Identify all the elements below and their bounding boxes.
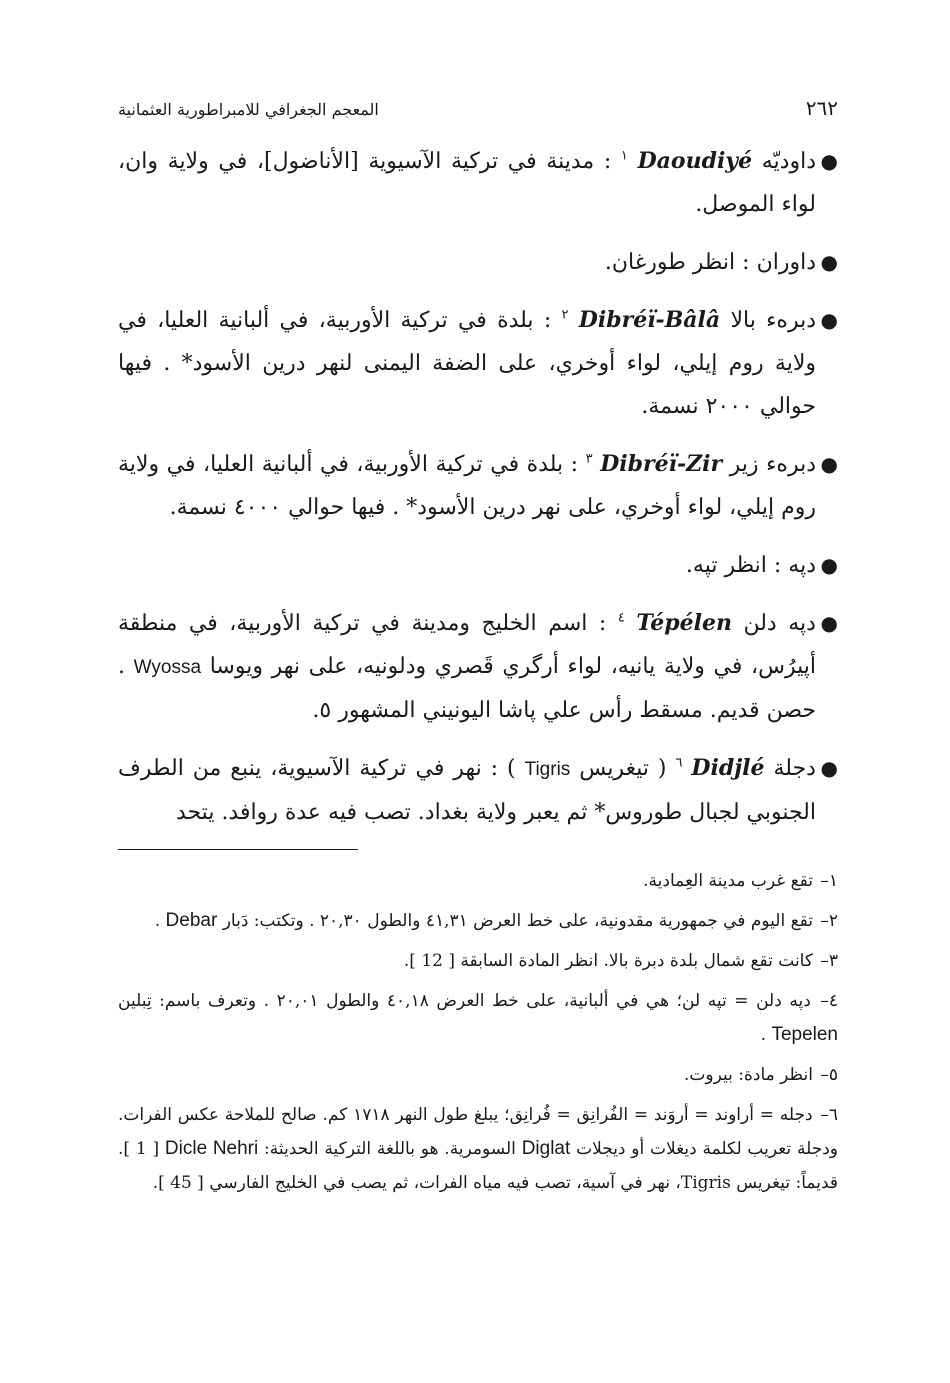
entry-text: : بلدة في تركية الأوربية، في ألبانية العليا، في ولاية روم إيلي، لواء أوخري، على الضفة اليمنى لنهر درين الأسود* . فيها حوالي ٢٠٠٠ نسمة.	[118, 308, 816, 419]
entry-latin: Dibréï-Zir	[600, 451, 723, 477]
entry-text: : انظر طورغان.	[604, 250, 750, 275]
entry-latin-tigris: Tigris	[524, 759, 571, 780]
entry-daoudiye	[118, 140, 838, 226]
entry-name: دجلة	[773, 756, 816, 781]
entry-davaran	[118, 241, 838, 284]
entry-text: ( تيغريس	[579, 756, 667, 781]
running-title: المعجم الجغرافي للامبراطورية العثمانية	[118, 100, 379, 119]
footnote-number: ٣–	[820, 951, 838, 971]
entry-latin: Dibréï-Bâlâ	[578, 307, 721, 333]
entry-text-cont: ) : نهر في تركية الآسيوية، ينبع من الطرف الجنوبي لجبال طوروس* ثم يعبر ولاية بغداد. تصب فيه عدة روافد. يتحد	[118, 756, 816, 825]
footnote-text-end: .	[154, 911, 161, 931]
entry-dibrei-zir	[118, 443, 838, 529]
footnote-ref: ٢	[561, 307, 569, 323]
footnote-text-end: .	[760, 1025, 767, 1045]
footnotes	[118, 864, 838, 1200]
footnote-text: دپه دلن = تپه لن؛ هي في ألبانية، على خط العرض ٤٠,١٨ والطول ٢٠,٠١ . وتعرف باسم: تِبلين	[118, 991, 811, 1011]
footnote-3	[118, 944, 838, 978]
footnote-5	[118, 1058, 838, 1092]
bullet-icon: ●	[820, 756, 838, 780]
entry-text: : اسم الخليج ومدينة في تركية الأوربية، في منطقة أپيرُس، في ولاية يانيه، لواء أرگري قَصري ودلونيه، على نهر ويوسا	[118, 611, 816, 679]
entry-name: دپه دلن	[743, 611, 816, 636]
entry-name: دبرهء زير	[729, 452, 817, 477]
entry-latin: Didjlé	[691, 755, 765, 781]
footnote-text-mid: السومرية. هو باللغة التركية الحديثة:	[264, 1139, 516, 1159]
footnote-2	[118, 904, 838, 938]
footnote-ref: ١	[620, 148, 628, 164]
footnote-number: ٥–	[820, 1065, 838, 1085]
bullet-icon: ●	[820, 611, 838, 635]
bullet-icon: ●	[820, 250, 838, 274]
entry-latin-river: Wyossa	[133, 657, 202, 678]
footnote-number: ٢–	[820, 911, 838, 931]
footnote-ref: ٤	[617, 610, 625, 626]
footnote-number: ١–	[820, 871, 838, 891]
dictionary-entries	[118, 140, 838, 834]
footnote-ref: ٦	[675, 755, 683, 771]
entry-latin: Daoudiyé	[637, 148, 753, 174]
entry-didjle	[118, 747, 838, 834]
entry-text: : انظر تپه.	[685, 553, 782, 578]
footnote-ref: ٣	[585, 451, 593, 467]
bullet-icon: ●	[820, 553, 838, 577]
entry-text: : بلدة في تركية الأوربية، في ألبانية العليا، في ولاية روم إيلي، لواء أوخري، على نهر درين الأسود* . فيها حوالي ٤٠٠٠ نسمة.	[118, 452, 816, 520]
footnote-6	[118, 1098, 838, 1200]
footnote-latin: Tepelen	[771, 1024, 838, 1045]
entry-dibrei-bala	[118, 299, 838, 428]
footnote-divider	[118, 849, 358, 850]
footnote-text: تقع غرب مدينة العِمادية.	[643, 871, 813, 891]
entry-name: داوران	[756, 250, 816, 275]
entry-depe	[118, 544, 838, 587]
bullet-icon: ●	[820, 452, 838, 476]
footnote-number: ٤–	[820, 991, 839, 1011]
footnote-text: انظر مادة: بيروت.	[684, 1065, 813, 1085]
entry-name: دبرهء بالا	[730, 308, 817, 333]
footnote-text-end: [ 1 ]. قديماً: تيغريس Tigris، نهر في آسية، تصب فيه مياه الفرات، ثم يصب في الخليج الفارسي [ 45 ].	[118, 1139, 838, 1193]
entry-text-cont: . حصن قديم. مسقط رأس علي پاشا اليونيني المشهور ٥.	[118, 654, 816, 723]
footnote-latin: Diglat	[521, 1138, 571, 1159]
bullet-icon: ●	[820, 308, 838, 332]
footnote-4	[118, 984, 838, 1052]
entry-text: : مدينة في تركية الآسيوية [الأناضول]، في ولاية وان، لواء الموصل.	[118, 149, 816, 217]
page-number: ٢٦٢	[805, 96, 838, 120]
footnote-text: تقع اليوم في جمهورية مقدونية، على خط العرض ٤١,٣١ والطول ٢٠,٣٠ . وتكتب: دَبار	[222, 911, 813, 931]
book-page	[118, 96, 838, 1206]
entry-name: داوديّه	[761, 149, 816, 174]
entry-latin: Tépélen	[636, 610, 732, 636]
page-header	[118, 96, 838, 132]
footnote-text: دجله = أراوند = أروَند = الفُرانِق = فُرانِق؛ يبلغ طول النهر ١٧١٨ كم. صالح للملاحة عكس الفرات. ودجلة تعريب لكلمة ديغلات أو ديجلات	[118, 1105, 838, 1159]
footnote-number: ٦–	[820, 1105, 839, 1125]
footnote-latin-2: Dicle Nehri	[164, 1138, 259, 1159]
footnote-text: كانت تقع شمال بلدة دبرة بالا. انظر المادة السابقة [ 12 ].	[403, 951, 813, 971]
bullet-icon: ●	[820, 149, 838, 173]
entry-name: دپه	[788, 553, 816, 578]
entry-tepelen	[118, 602, 838, 732]
footnote-latin: Debar	[165, 910, 218, 931]
footnote-1	[118, 864, 838, 898]
